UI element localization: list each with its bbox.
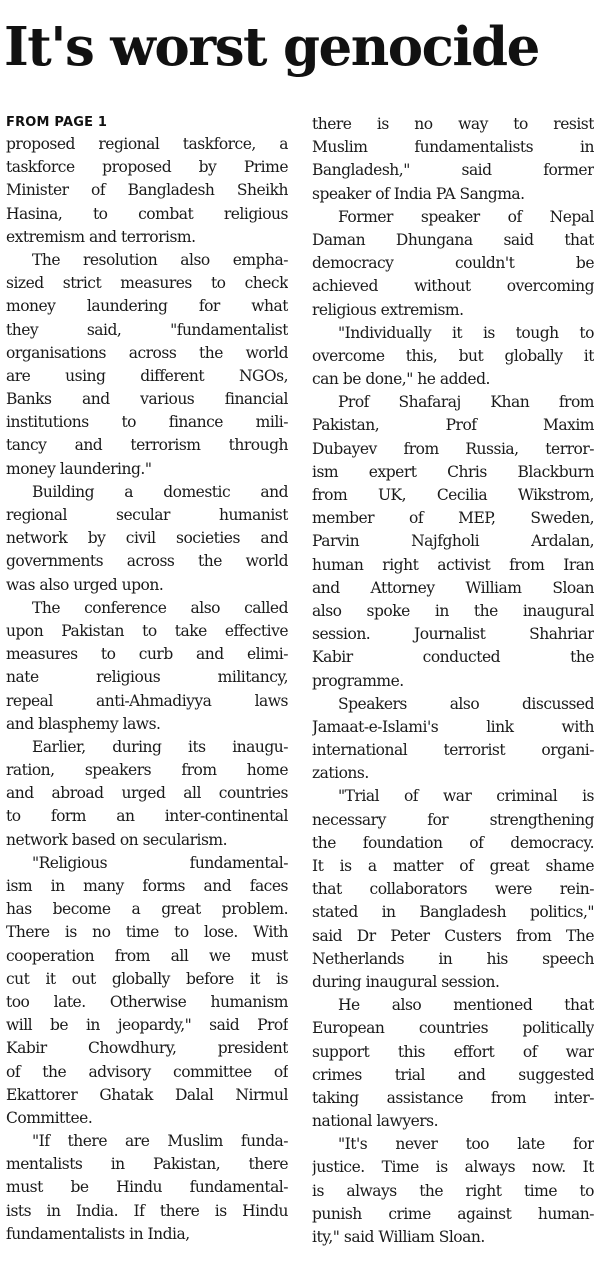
paragraph (312, 322, 594, 392)
paragraph (6, 736, 288, 852)
paragraph (6, 481, 288, 597)
text-line: Daman Dhungana said that (312, 230, 594, 249)
text-line: sized strict measures to check (6, 274, 288, 293)
text-line: also spoke in the inaugural (312, 601, 594, 620)
text-line: tancy and terrorism through (6, 436, 288, 455)
text-line: mentalists in Pakistan, there (6, 1155, 288, 1174)
text-line: The resolution also empha- (32, 250, 288, 269)
text-line: national lawyers. (312, 1112, 439, 1131)
text-line: and blasphemy laws. (6, 714, 161, 733)
text-line: regional secular humanist (6, 506, 288, 524)
text-line: ism in many forms and faces (6, 877, 288, 895)
text-line: "It's never too late for (338, 1135, 594, 1154)
paragraph (6, 133, 288, 249)
text-line: "If there are Muslim funda- (32, 1132, 288, 1151)
text-line: can be done," he added. (312, 370, 490, 389)
text-line: fundamentalists in India, (6, 1224, 190, 1243)
text-line: democracy couldn't be (312, 254, 594, 273)
text-line: Pakistan, Prof Maxim (312, 416, 594, 435)
text-line: Muslim fundamentalists in (312, 138, 594, 157)
text-line: ity," said William Sloan. (312, 1228, 485, 1246)
text-line: too late. Otherwise humanism (6, 992, 288, 1011)
left-column-body (6, 133, 288, 1246)
text-line: was also urged upon. (6, 575, 164, 594)
text-line: member of MEP, Sweden, (312, 509, 594, 528)
text-line: cut it out globally before it is (6, 969, 288, 988)
paragraph (312, 391, 594, 692)
right-column (312, 113, 594, 1249)
text-line: repeal anti-Ahmadiyya laws (6, 691, 288, 710)
text-line: session. Journalist Shahriar (312, 625, 594, 644)
text-line: Kabir Chowdhury, president (6, 1039, 288, 1058)
text-line: speaker of India PA Sangma. (312, 184, 525, 203)
text-line: "Trial of war criminal is (338, 787, 594, 806)
text-line: and Attorney William Sloan (312, 578, 594, 597)
text-line: Prof Shafaraj Khan from (338, 393, 594, 412)
text-line: during inaugural session. (312, 972, 500, 991)
text-line: the foundation of democracy. (312, 833, 594, 852)
text-line: upon Pakistan to take effective (6, 621, 288, 640)
text-line: taskforce proposed by Prime (6, 158, 288, 177)
paragraph (6, 249, 288, 481)
text-line: nate religious militancy, (6, 668, 288, 687)
text-line: Former speaker of Nepal (338, 207, 594, 226)
headline: It's worst genocide (4, 16, 539, 78)
from-page-kicker: FROM PAGE 1 (6, 115, 108, 130)
text-line: crimes trial and suggested (312, 1065, 594, 1084)
paragraph (312, 785, 594, 994)
text-line: Banks and various financial (6, 390, 288, 409)
text-line: Hasina, to combat religious (6, 204, 288, 223)
paragraph (312, 693, 594, 786)
text-line: extremism and terrorism. (6, 227, 196, 246)
text-line: Kabir conducted the (312, 648, 594, 667)
text-line: governments across the world (6, 552, 288, 571)
text-line: to form an inter-continental (6, 807, 288, 826)
text-line: organisations across the world (6, 343, 288, 362)
text-line: Building a domestic and (32, 482, 288, 501)
text-line: cooperation from all we must (6, 946, 288, 965)
text-line: justice. Time is always now. It (312, 1158, 594, 1177)
text-line: network based on secularism. (6, 830, 228, 849)
right-column-body (312, 113, 594, 1249)
left-column (6, 113, 288, 1246)
text-line: necessary for strengthening (312, 810, 594, 829)
text-line: Speakers also discussed (338, 694, 594, 713)
text-line: said Dr Peter Custers from The (312, 926, 594, 945)
text-line: and abroad urged all countries (6, 784, 288, 803)
text-line: programme. (312, 671, 404, 690)
text-line: Parvin Najfgholi Ardalan, (312, 532, 594, 551)
text-line: There is no time to lose. With (6, 923, 288, 942)
text-line: punish crime against human- (312, 1204, 594, 1223)
paragraph (6, 1130, 288, 1246)
text-line: are using different NGOs, (6, 366, 288, 385)
text-line: must be Hindu fundamental- (6, 1178, 288, 1197)
text-line: of the advisory committee of (6, 1062, 288, 1081)
text-line: It is a matter of great shame (312, 857, 594, 875)
text-line: international terrorist organi- (312, 741, 594, 760)
text-line: institutions to finance mili- (6, 413, 288, 432)
text-line: taking assistance from inter- (312, 1088, 594, 1107)
text-line: will be in jeopardy," said Prof (6, 1016, 288, 1035)
text-line: "Religious fundamental- (32, 853, 288, 872)
text-line: Netherlands in his speech (312, 949, 594, 968)
text-line: zations. (312, 764, 369, 783)
text-line: Jamaat-e-Islami's link with (312, 717, 594, 736)
text-line: Earlier, during its inaugu- (32, 737, 288, 756)
paragraph (6, 852, 288, 1130)
text-line: Bangladesh," said former (312, 161, 594, 180)
text-line: Minister of Bangladesh Sheikh (6, 181, 288, 200)
text-line: achieved without overcoming (312, 277, 594, 296)
text-line: measures to curb and elimi- (6, 645, 288, 664)
text-line: human right activist from Iran (312, 555, 594, 574)
text-line: Ekattorer Ghatak Dalal Nirmul (6, 1085, 288, 1104)
paragraph (312, 1133, 594, 1249)
text-line: is always the right time to (312, 1181, 594, 1200)
text-line: "Individually it is tough to (338, 323, 594, 342)
text-line: they said, "fundamentalist (6, 320, 288, 339)
paragraph (6, 597, 288, 736)
text-line: ism expert Chris Blackburn (312, 462, 594, 481)
text-line: proposed regional taskforce, a (6, 135, 288, 153)
text-line: He also mentioned that (338, 996, 594, 1015)
paragraph (312, 206, 594, 322)
text-line: The conference also called (32, 598, 288, 617)
text-line: from UK, Cecilia Wikstrom, (312, 486, 594, 504)
text-line: ists in India. If there is Hindu (6, 1201, 288, 1220)
text-line: ration, speakers from home (6, 761, 288, 780)
text-line: Committee. (6, 1108, 93, 1127)
text-line: Dubayev from Russia, terror- (312, 439, 594, 458)
text-line: religious extremism. (312, 300, 464, 319)
text-line: money laundering." (6, 459, 152, 478)
text-line: has become a great problem. (6, 900, 288, 919)
text-line: network by civil societies and (6, 529, 288, 548)
text-line: that collaborators were rein- (312, 880, 594, 899)
paragraph (312, 994, 594, 1133)
text-line: European countries politically (312, 1019, 594, 1038)
text-line: overcome this, but globally it (312, 346, 594, 365)
text-line: money laundering for what (6, 297, 288, 316)
text-line: stated in Bangladesh politics," (312, 903, 594, 922)
text-line: support this effort of war (312, 1042, 594, 1061)
paragraph (312, 113, 594, 206)
text-line: there is no way to resist (312, 115, 594, 133)
